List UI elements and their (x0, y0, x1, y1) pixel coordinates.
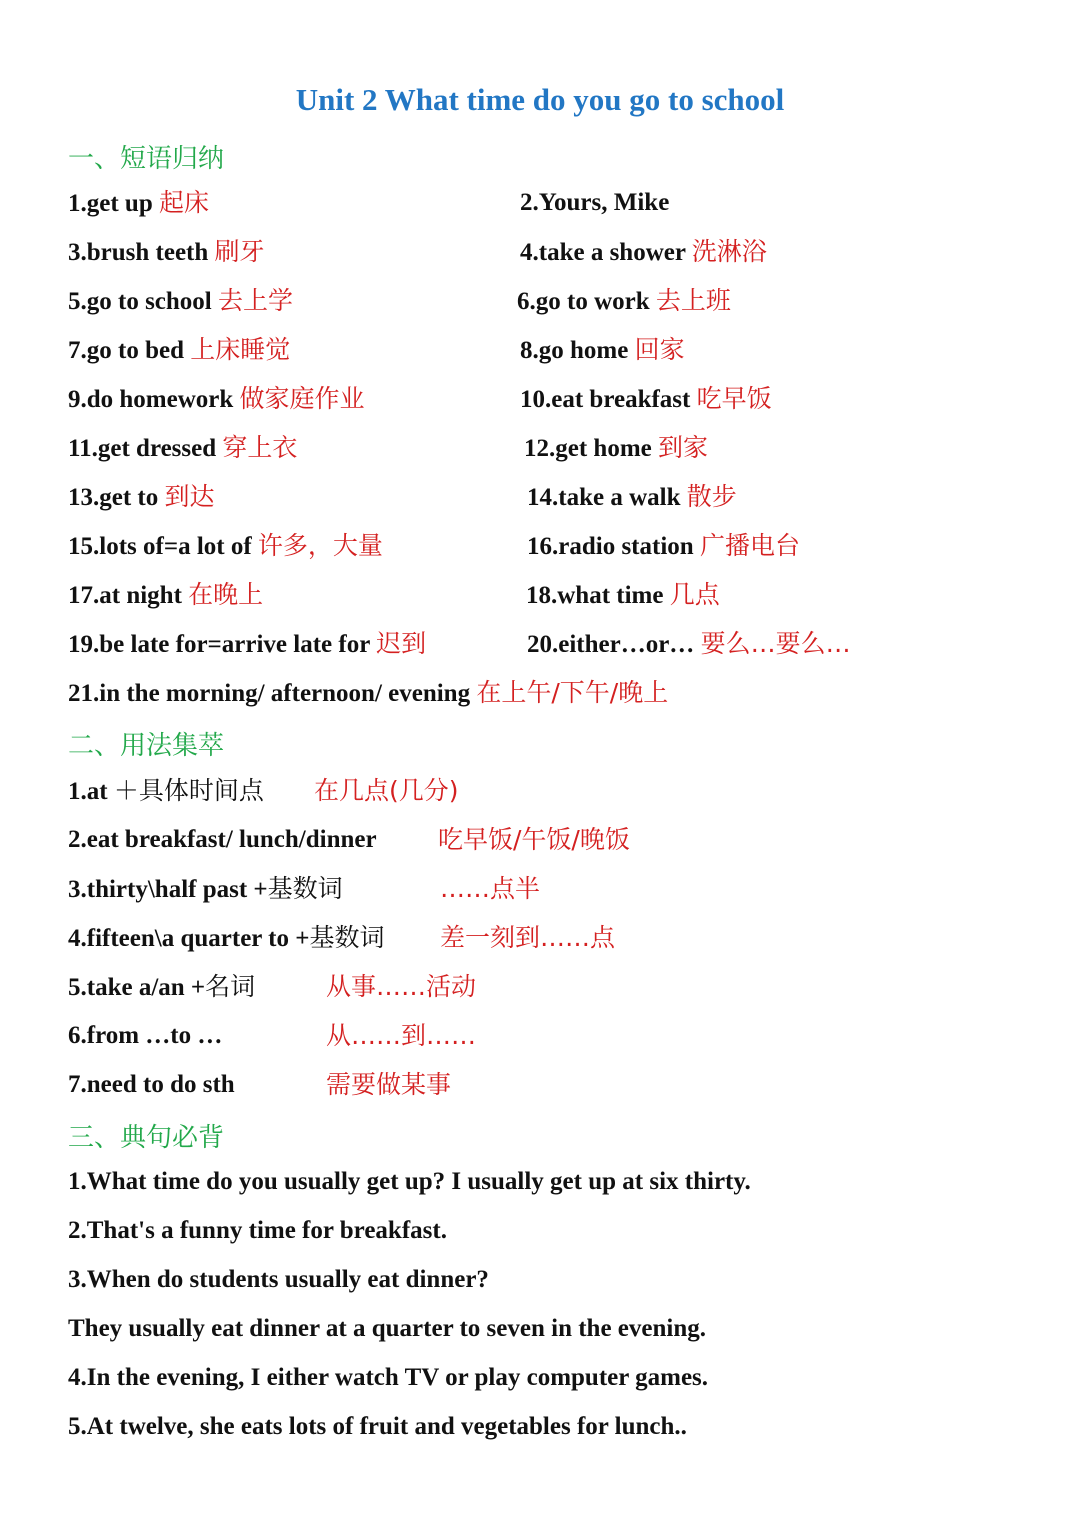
phrase-zh: 要么…要么… (700, 629, 851, 658)
phrase-en: 20.either…or… (527, 631, 695, 658)
phrase-zh: 迟到 (376, 629, 427, 658)
sentence: 2.That's a funny time for breakfast. (68, 1217, 447, 1244)
phrase-en: 11.get dressed (68, 435, 217, 462)
usage-zh: ……点半 (440, 874, 541, 903)
phrase-en: 14.take a walk (527, 484, 681, 511)
usage-zh: 从事……活动 (326, 972, 477, 1001)
usage-en-zh: 基数词 (309, 923, 385, 952)
usage-zh: 在几点(几分) (314, 776, 459, 805)
sentence: 4.In the evening, I either watch TV or play computer games. (68, 1364, 709, 1391)
phrase-en: 10.eat breakfast (520, 386, 691, 413)
phrase-zh: 许多，大量 (257, 531, 383, 560)
phrase-en: 6.go to work (517, 288, 650, 315)
phrase-en: 2.Yours, Mike (520, 189, 670, 216)
phrase-en: 1.get up (68, 190, 153, 217)
phrase-en: 19.be late for=arrive late for (68, 631, 370, 658)
phrase-zh: 去上班 (655, 286, 731, 315)
phrase-en: 9.do homework (68, 386, 234, 413)
phrase-en: 15.lots of=a lot of (68, 533, 252, 560)
phrase-en: 21.in the morning/ afternoon/ evening (68, 680, 471, 707)
phrase-zh: 在上午/下午/晚上 (476, 678, 669, 707)
usage-zh: 吃早饭/午饭/晚饭 (438, 825, 630, 854)
phrase-en: 8.go home (520, 337, 629, 364)
usage-en-zh: ＋具体时间点 (113, 776, 264, 805)
phrase-zh: 做家庭作业 (239, 384, 365, 413)
phrase-zh: 去上学 (218, 286, 294, 315)
phrase-zh: 回家 (634, 335, 685, 364)
phrase-zh: 起床 (158, 188, 209, 217)
phrase-en: 17.at night (68, 582, 182, 609)
phrase-en: 7.go to bed (68, 337, 184, 364)
phrase-row (68, 676, 668, 711)
usage-zh: 差一刻到……点 (440, 923, 616, 952)
phrase-en: 13.get to (68, 484, 159, 511)
phrase-zh: 广播电台 (699, 531, 800, 560)
section-heading-usage: 二、用法集萃 (68, 731, 225, 761)
phrase-en: 18.what time (526, 582, 664, 609)
phrase-en: 5.go to school (68, 288, 212, 315)
usage-en: 3.thirty\half past + (68, 876, 268, 903)
usage-en: 5.take a/an + (68, 974, 206, 1001)
phrase-en: 16.radio station (527, 533, 694, 560)
usage-en-zh: 基数词 (267, 874, 343, 903)
sentence: 5.At twelve, she eats lots of fruit and vegetables for lunch.. (68, 1413, 687, 1440)
phrase-zh: 散步 (686, 482, 737, 511)
phrase-zh: 吃早饭 (696, 384, 772, 413)
usage-zh: 需要做某事 (326, 1070, 452, 1099)
phrase-zh: 穿上衣 (222, 433, 298, 462)
usage-zh: 从……到…… (326, 1021, 477, 1050)
phrase-zh: 到家 (658, 433, 709, 462)
sentence: 3.When do students usually eat dinner? (68, 1266, 489, 1293)
phrase-zh: 刷牙 (214, 237, 265, 266)
phrase-zh: 洗淋浴 (691, 237, 767, 266)
usage-en-zh: 名词 (205, 972, 256, 1001)
phrase-en: 3.brush teeth (68, 239, 209, 266)
section-heading-sentences: 三、典句必背 (68, 1123, 225, 1153)
section-heading-phrases: 一、短语归纳 (68, 144, 225, 174)
usage-en: 4.fifteen\a quarter to + (68, 925, 310, 952)
page-title: Unit 2 What time do you go to school (295, 82, 785, 117)
phrase-zh: 几点 (669, 580, 720, 609)
sentence: 1.What time do you usually get up? I usually get up at six thirty. (68, 1168, 751, 1195)
usage-en: 2.eat breakfast/ lunch/dinner (68, 826, 377, 853)
phrase-zh: 在晚上 (188, 580, 264, 609)
usage-en: 7.need to do sth (68, 1071, 235, 1098)
sentence: They usually eat dinner at a quarter to seven in the evening. (68, 1315, 706, 1342)
phrase-zh: 到达 (164, 482, 215, 511)
phrase-en: 12.get home (524, 435, 652, 462)
usage-en: 6.from …to … (68, 1022, 223, 1049)
phrase-zh: 上床睡觉 (190, 335, 291, 364)
usage-en: 1.at (68, 778, 114, 805)
phrase-en: 4.take a shower (520, 239, 686, 266)
